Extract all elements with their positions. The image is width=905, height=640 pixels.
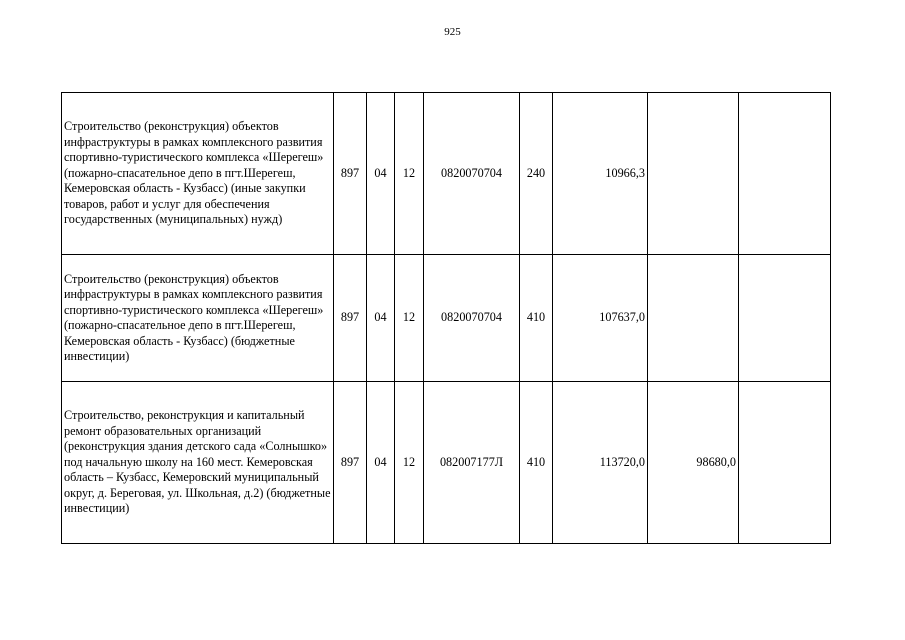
cell-amount-1: 107637,0 — [553, 255, 648, 382]
cell-subsection: 12 — [395, 382, 424, 544]
cell-description: Строительство (реконструкция) объектов инфраструктуры в рамках комплексного развития спортивно-туристического комплекса «Шерегеш» (пожарно-спасательное депо в пгт.Шерегеш, Кемеровская область - Кузбасс) (бюджетные инвестиции) — [62, 255, 334, 382]
cell-amount-2 — [648, 255, 739, 382]
cell-ministry: 897 — [334, 93, 367, 255]
table-row — [62, 255, 831, 382]
cell-section: 04 — [367, 255, 395, 382]
cell-amount-2 — [648, 93, 739, 255]
cell-target-article: 0820070704 — [424, 255, 520, 382]
cell-amount-1: 10966,3 — [553, 93, 648, 255]
cell-subsection: 12 — [395, 255, 424, 382]
cell-ministry: 897 — [334, 382, 367, 544]
cell-description: Строительство (реконструкция) объектов инфраструктуры в рамках комплексного развития спортивно-туристического комплекса «Шерегеш» (пожарно-спасательное депо в пгт.Шерегеш, Кемеровская область - Кузбасс) (иные закупки товаров, работ и услуг для обеспечения государственных (муниципальных) нужд) — [62, 93, 334, 255]
cell-section: 04 — [367, 382, 395, 544]
cell-expense-type: 410 — [520, 382, 553, 544]
page-number: 925 — [444, 26, 461, 38]
cell-amount-1: 113720,0 — [553, 382, 648, 544]
cell-amount-3 — [739, 382, 831, 544]
cell-amount-3 — [739, 93, 831, 255]
table-row — [62, 93, 831, 255]
cell-section: 04 — [367, 93, 395, 255]
cell-target-article: 082007177Л — [424, 382, 520, 544]
cell-subsection: 12 — [395, 93, 424, 255]
table-row — [62, 382, 831, 544]
cell-amount-2: 98680,0 — [648, 382, 739, 544]
cell-amount-3 — [739, 255, 831, 382]
cell-target-article: 0820070704 — [424, 93, 520, 255]
cell-ministry: 897 — [334, 255, 367, 382]
budget-table — [61, 92, 831, 544]
cell-expense-type: 240 — [520, 93, 553, 255]
cell-description: Строительство, реконструкция и капитальный ремонт образовательных организаций (реконструкция здания детского сада «Солнышко» под начальную школу на 160 мест. Кемеровская область – Кузбасс, Кемеровский муниципальный округ, д. Береговая, ул. Школьная, д.2) (бюджетные инвестиции) — [62, 382, 334, 544]
cell-expense-type: 410 — [520, 255, 553, 382]
